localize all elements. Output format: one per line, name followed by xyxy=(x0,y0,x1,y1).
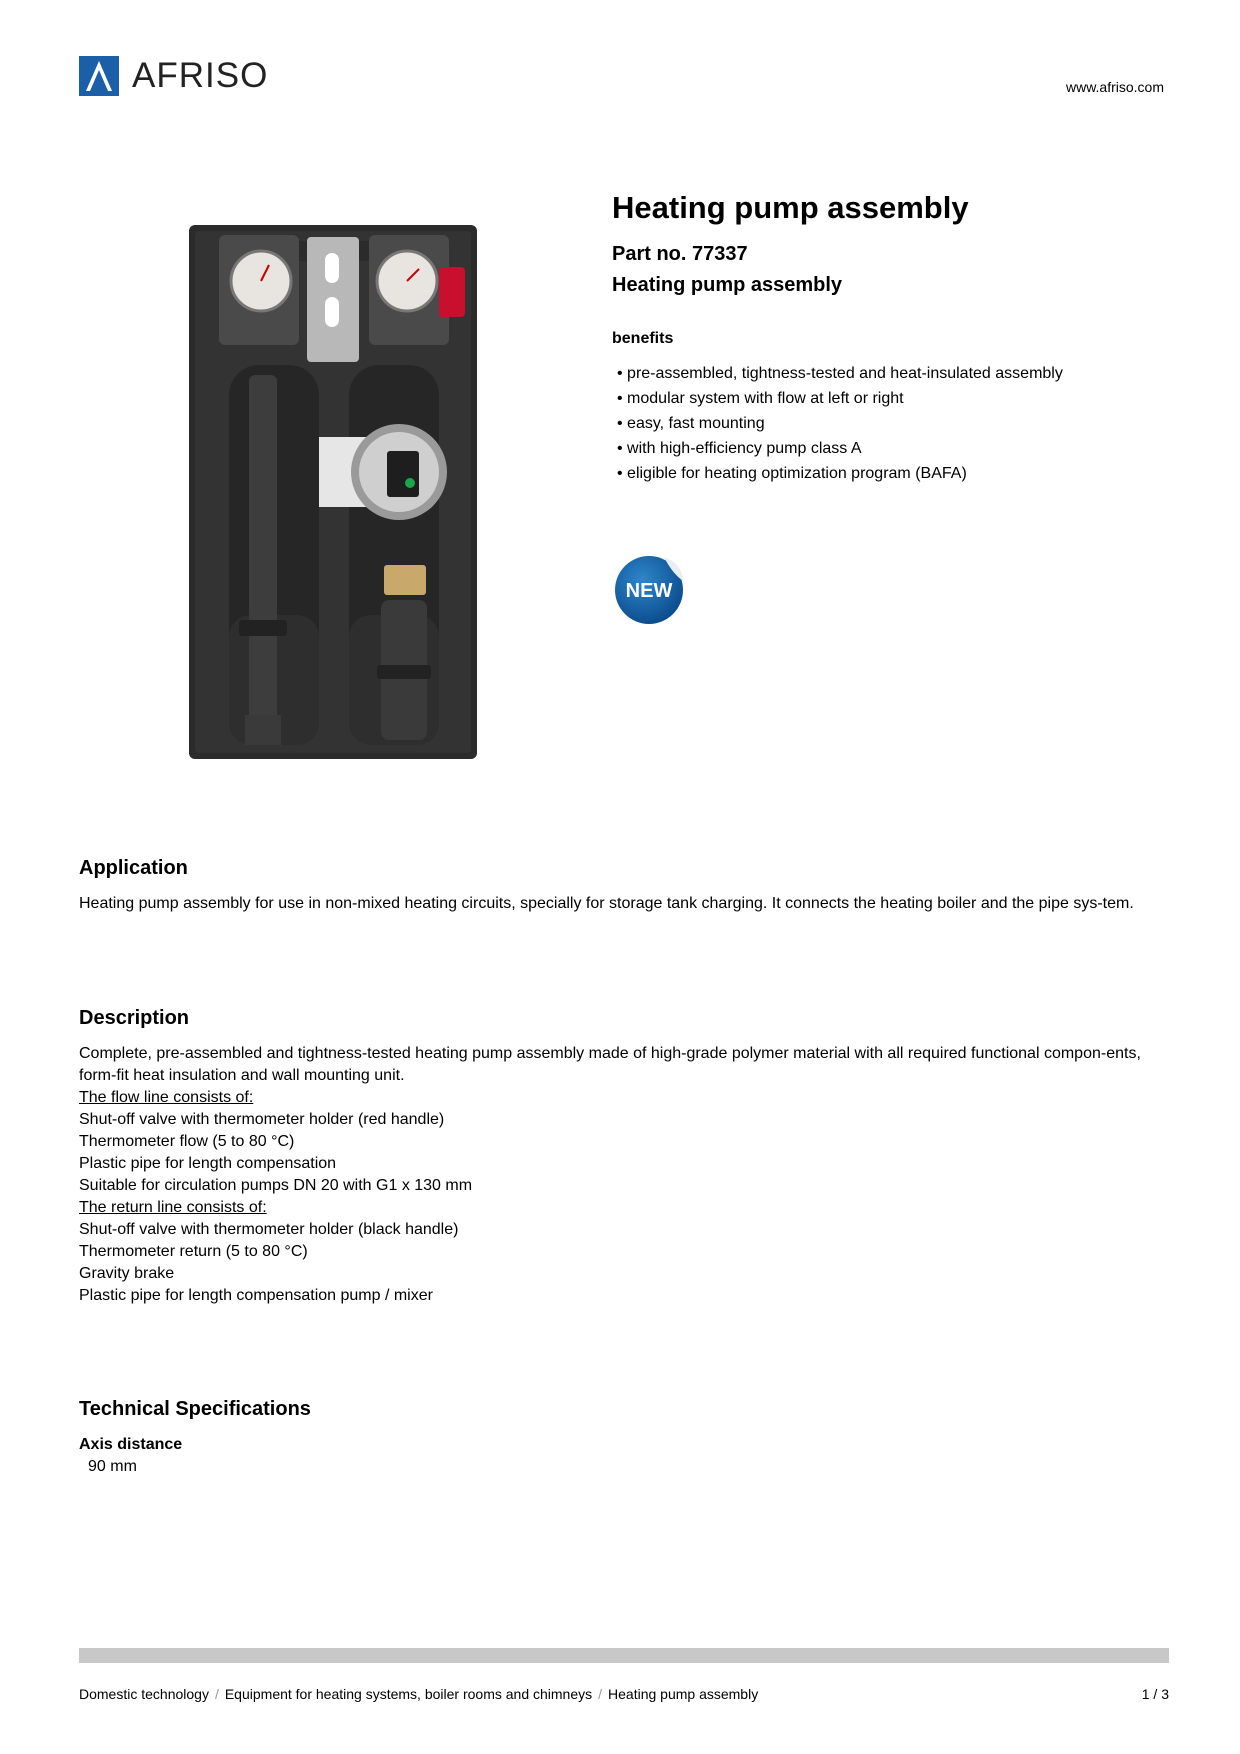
description-section xyxy=(79,1005,1169,1307)
specs-heading: Technical Specifications xyxy=(79,1398,311,1420)
description-intro: Complete, pre-assembled and tightness-tested heating pump assembly made of high-grade polymer material with all required functional compon-ents, form-fit heat insulation and wall mounting unit. xyxy=(79,1045,1141,1084)
website-link[interactable]: www.afriso.com xyxy=(1065,79,1164,95)
breadcrumb-separator: / xyxy=(598,1686,603,1702)
new-badge-icon xyxy=(612,553,686,627)
benefit-item: • modular system with flow at left or right xyxy=(617,386,1172,411)
product-header xyxy=(612,188,1172,486)
flow-line-item: Plastic pipe for length compensation xyxy=(79,1155,337,1172)
flow-line-item: Thermometer flow (5 to 80 °C) xyxy=(79,1133,295,1150)
benefit-item: • pre-assembled, tightness-tested and heat-insulated assembly xyxy=(617,361,1172,386)
brand-logo xyxy=(79,56,268,96)
footer-divider xyxy=(79,1648,1169,1663)
afriso-logo-icon xyxy=(79,56,119,96)
breadcrumb-item[interactable]: Domestic technology xyxy=(79,1686,209,1702)
return-line-heading: The return line consists of: xyxy=(79,1199,267,1216)
product-title: Heating pump assembly xyxy=(612,190,969,225)
benefit-item: • easy, fast mounting xyxy=(617,411,1172,436)
application-text: Heating pump assembly for use in non-mixed heating circuits, specially for storage tank charging. It connects the heating boiler and the pipe sys-tem. xyxy=(79,895,1134,912)
part-number: Part no. 77337 xyxy=(612,243,748,265)
heating-pump-assembly-image xyxy=(189,225,477,759)
badge-label: NEW xyxy=(625,580,673,602)
breadcrumb xyxy=(79,1686,758,1702)
description-heading: Description xyxy=(79,1007,190,1029)
return-line-item: Gravity brake xyxy=(79,1265,175,1282)
benefit-item: • eligible for heating optimization program (BAFA) xyxy=(617,461,1172,486)
benefits-list xyxy=(617,361,1172,486)
spec-value: 90 mm xyxy=(88,1458,137,1475)
page-number: 1 / 3 xyxy=(1141,1686,1169,1702)
brand-name: AFRISO xyxy=(132,56,269,95)
flow-line-item: Suitable for circulation pumps DN 20 with G1 x 130 mm xyxy=(79,1177,473,1194)
product-subtitle: Heating pump assembly xyxy=(612,274,843,296)
application-heading: Application xyxy=(79,857,188,879)
application-section xyxy=(79,855,1169,915)
spec-label: Axis distance xyxy=(79,1436,183,1453)
return-line-item: Thermometer return (5 to 80 °C) xyxy=(79,1243,308,1260)
flow-line-item: Shut-off valve with thermometer holder (red handle) xyxy=(79,1111,445,1128)
breadcrumb-item[interactable]: Equipment for heating systems, boiler rooms and chimneys xyxy=(224,1686,593,1702)
flow-line-heading: The flow line consists of: xyxy=(79,1089,254,1106)
specs-section xyxy=(79,1396,1169,1478)
breadcrumb-separator: / xyxy=(214,1686,219,1702)
return-line-item: Plastic pipe for length compensation pump / mixer xyxy=(79,1287,433,1304)
benefit-item: • with high-efficiency pump class A xyxy=(617,436,1172,461)
benefits-heading: benefits xyxy=(612,330,674,347)
return-line-item: Shut-off valve with thermometer holder (black handle) xyxy=(79,1221,459,1238)
breadcrumb-item[interactable]: Heating pump assembly xyxy=(608,1686,759,1702)
